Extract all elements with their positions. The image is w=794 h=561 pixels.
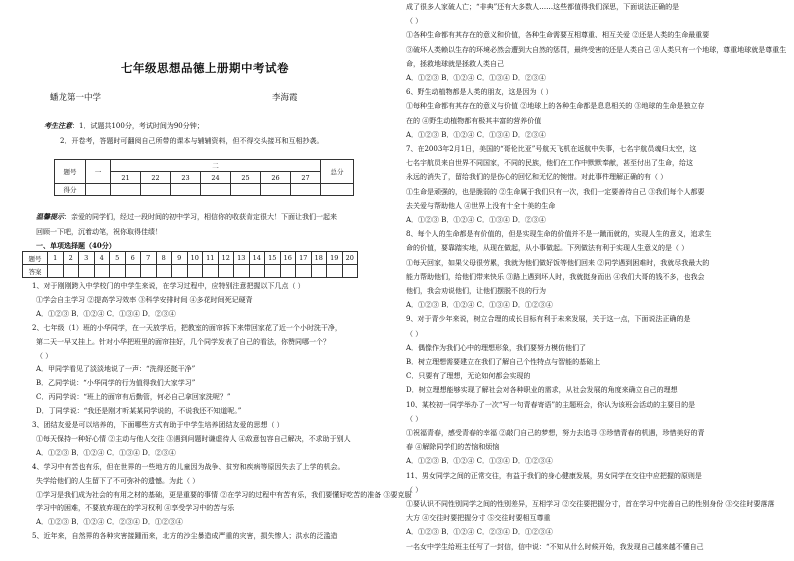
answer-number: 17 [296,252,312,265]
left-column [22,0,412,561]
question-line: 11、男女同学之间的正常交往，有益于我们的身心健康发展，男女同学在交往中应把握的原则是 [406,471,702,480]
question-line: ①祝福青春，感受青春的幸福 ②敲门自己的梦想，努力去追寻 ③珍惜青春的机遇，珍惜美好的青 [406,429,705,437]
answer-number: 12 [218,252,234,265]
score-col: 21 [111,172,141,184]
answer-number: 16 [280,252,296,265]
question-line: A．偶像作为我们心中的理想形象，我们要努力模仿他们了 [406,343,587,352]
answer-number: 1 [48,252,64,265]
score-cell[interactable] [141,184,171,196]
score-cell[interactable] [171,184,201,196]
question-line: 5、近年来，自然界的各种灾害接踵而来，北方的沙尘暴造成严重的灾害，损失惨人；洪水的泛滥造 [32,532,338,541]
question-line: ①学习是我们成为社会的有用之材的基础，更是重要的事情 ②在学习的过程中有苦有乐，我们要懂好吃苦的准备 ③要克服 [36,490,412,499]
question-line: ③破坏人类赖以生存的环境必然会遭到大自然的惩罚，最终受害的还是人类自己 ④人类只有一个地球，尊重地球就是尊重生 [406,45,787,54]
question-line: A．①②③ B．①②④ C．②③④ D．①②③④ [406,528,553,537]
notes-label: 考生注意 [44,121,72,130]
answer-cell[interactable] [156,265,172,278]
answer-cell[interactable] [187,265,203,278]
notes-text-1: ：1．试题共100分，考试时间为90分钟； [72,122,204,130]
score-col: 24 [201,172,231,184]
score-table-total: 总分 [321,160,354,184]
score-cell[interactable] [291,184,321,196]
question-line: 能力帮助他们，给他们带来快乐 ③路上遇到坏人时，我就挺身而出 ④我们大哥的钱不多，也我会 [406,272,705,281]
answer-cell[interactable] [172,265,188,278]
answer-number: 6 [125,252,141,265]
question-line: ①学会自主学习 ②提高学习效率 ③科学安排时间 ④多花时间死记硬背 [36,295,253,304]
answer-cell[interactable] [110,265,126,278]
answer-number: 15 [265,252,281,265]
question-line: （ ） [36,351,53,360]
question-line: D．树立理想能够实现了解社会对各种职业的需求，从社会发展的角度来确立自己的理想 [406,386,678,395]
question-line: A．①②③ B．①②④ C．①③④ D．②③④ [36,448,176,457]
question-line: 命的价值，要靠踏实地，从现在做起，从小事做起。下列做法有利于实现人生意义的是（ ） [406,244,689,253]
question-line: 4、学习中有苦也有乐，但在世界的一些地方的儿童因为战争、贫穷和疾病等原因失去了上学的机会。 [32,462,345,471]
answer-cell[interactable] [296,265,312,278]
answer-number: 14 [249,252,265,265]
question-line: A．①②③ B．①②④ C．②③④ D．①②③④ [36,518,183,527]
score-table-header: 题号 [55,160,86,184]
question-line: （ ） [406,485,423,494]
answer-cell[interactable] [63,265,79,278]
question-line: A．甲同学看见了淡淡地说了一声：“洗得还挺干净” [36,365,196,374]
score-cell[interactable] [231,184,261,196]
answer-number: 3 [79,252,95,265]
question-line: ①生命是顽强的，也是脆弱的 ②生命属于我们只有一次，我们一定要善待自己 ③我们每个人都要 [406,187,705,196]
answer-cell[interactable] [249,265,265,278]
question-line: A．①②③ B．①②④ C．①③④ D．①②③④ [406,301,553,310]
question-line: ①每天保持一种好心情 ②主动与他人交往 ③遇到问题时谦虚待人 ④敌意包容自己解决，不求助于别人 [36,434,351,443]
score-col: 25 [231,172,261,184]
notes-line-2: 2．开卷考，答题时可翻阅自己所带的课本与辅辅资料，但不得交头接耳和互相抄袭。 [60,137,324,145]
question-line: 第二天一早又挂上。针对小华把班里的面帘挂好，几个同学发表了自己的看法，你赞同哪一个？ [36,337,330,346]
score-cell[interactable] [201,184,231,196]
question-line: 2、七年级（1）班的小华同学，在一天放学后，把教室的面帘拆下来带回家花了近一个小时洗干净， [32,323,342,332]
question-line: 在的 ④野生动植物都有极其丰富的营养价值 [406,116,542,125]
answer-cell[interactable] [265,265,281,278]
question-line: 春 ④解除同学们的苦恼和烦恼 [406,443,500,452]
question-line: 3、团结友爱是可以培养的，下面哪些方式有助于中学生培养团结友爱的思想（ ） [32,421,284,429]
tips-label: 温馨提示 [36,212,64,221]
question-line: ①每天回家，如果父母很劳累，我就为他们做好饭等他们回来 ②同学遇到困难时，我就尽我最大的 [406,258,710,267]
answer-number: 19 [327,252,343,265]
answer-number: 18 [311,252,327,265]
school-name: 蟠龙第一中学 [50,93,102,103]
score-col: 27 [291,172,321,184]
tips-text-1: ：亲爱的同学们，经过一段时间的初中学习，相信你的收获肯定很大！下面让我们一起来 [64,213,337,221]
score-table [54,159,354,196]
question-line: 10、某校初一同学举办了一次“写一句青春寄语”的主题班会，你认为该班会活动的主要目的是 [406,400,696,409]
answer-cell[interactable] [234,265,250,278]
answer-number: 20 [342,252,358,265]
answer-table-a-label: 答案 [23,265,48,278]
question-line: B．乙同学说：“小华同学的行为值得我们大家学习” [36,379,196,388]
score-col: 26 [261,172,291,184]
question-line: D．丁同学说：“我还是刚才听某某同学说的，不说我还不知道呢。” [36,407,242,416]
answer-number: 13 [234,252,250,265]
question-line: 命，拯救地球就是拯救人类自己 [406,59,504,68]
question-line: A．①②③ B．①②④ C．①③④ D．①②③④ [406,457,553,466]
question-line: （ ） [406,414,423,423]
section1-heading: 一、单项选择题（40分） [36,241,116,250]
author-name: 李海霞 [272,93,298,103]
score-cell[interactable] [111,184,141,196]
score-col: 22 [141,172,171,184]
answer-table [22,251,358,278]
question-line: A．①②③ B．①②④ C．①③④ D．②③④ [406,216,546,224]
question-line: A．①②③ B．①②④ C．①③④ D．②③④ [36,309,176,318]
score-table-part2: 二 [111,160,321,172]
question-line: B．树立理想需要建立在我们了解自己个性特点与智能的基础上 [406,358,601,366]
question-line: 一名女中学生给班主任写了一封信，信中说：“不知从什么时候开始，我发现自己越来越不懂自己 [406,542,704,551]
question-line: 8、每个人的生命都是有价值的，但是实现生命的价值并不是一蹴而就的，实现人生的意义，追求生 [406,230,712,239]
answer-number: 7 [141,252,157,265]
score-row-label: 得分 [55,184,86,196]
answer-cell[interactable] [342,265,358,278]
question-line: 他们，我会劝说他们，让他们摆脱不良的行为 [406,287,546,295]
question-line: ①各种生命都有其存在的意义和价值，各种生命需要互相尊重、相互关爱 ②还是人类的生命最重要 [406,31,710,40]
answer-cell[interactable] [218,265,234,278]
tips-line-1 [36,212,337,222]
answer-number: 9 [172,252,188,265]
question-line: 7、在2003年2月1日，美国的“哥伦比亚”号航天飞机在返航中失事，七名宇航员魂归太空，这 [406,145,697,153]
question-line: ①要认识不同性别同学之间的性别差异，互相学习 ②交往要把握分寸，首在学习中完善自己的性别身份 ③交往时要落落 [406,500,775,508]
answer-number: 11 [203,252,219,265]
answer-cell[interactable] [141,265,157,278]
question-line: 1、对于刚刚跨入中学校门的中学生来说，在学习过程中，应特别注意把握以下几点（ ） [32,282,305,290]
score-cell[interactable] [86,184,111,196]
question-line: 大方 ④交往时要把握分寸 ⑤交往时要相互尊重 [406,514,551,523]
score-table-part1: 一 [86,160,111,184]
answer-number: 4 [94,252,110,265]
question-line: A．①②③ B．①②④ C．①③④ D．②③④ [406,130,546,139]
answer-cell[interactable] [327,265,343,278]
answer-cell[interactable] [48,265,64,278]
answer-table-q-label: 题号 [23,252,48,265]
question-line: 去关爱与帮助他人 ④世界上没有十全十美的生命 [406,201,556,210]
question-line: 6、野生动植物都是人类的朋友，这是因为（ ） [406,88,553,97]
answer-cell[interactable] [280,265,296,278]
question-line: 学习中的困难，不要放弃现在的学习权利 ④享受学习中的苦与乐 [36,504,235,513]
answer-cell[interactable] [311,265,327,278]
question-line: A．①②③ B．①②④ C．①③④ D．②③④ [406,74,546,82]
answer-cell[interactable] [79,265,95,278]
notes-line-1 [44,121,204,131]
question-line: 成了很多人家破人亡；“非典”还有大多数人……这些都值得我们深思，下面说法正确的是 [406,3,680,11]
question-line: 失学给他们的人生留下了不可弥补的遗憾。为此（ ） [36,476,200,485]
answer-cell[interactable] [125,265,141,278]
tips-line-2: 回顾一下吧，沉着动笔，祝你取得佳绩！ [36,228,162,236]
question-line: ①每种生命都有其存在的意义与价值 ②地球上的各种生命都是息息相关的 ③地球的生命是独立存 [406,102,705,111]
score-cell[interactable] [261,184,291,196]
answer-number: 2 [63,252,79,265]
answer-cell[interactable] [94,265,110,278]
answer-number: 8 [156,252,172,265]
right-column [398,0,787,561]
question-line: C．丙同学说：“班上的面帘有后勤管，何必自己拿回家洗呢？” [36,393,231,402]
score-col: 23 [171,172,201,184]
question-line: 永远的消失了，留给我们的是伤心的回忆和无忆的惋惜。对此事件理解正确的有（ ） [406,173,668,182]
answer-number: 5 [110,252,126,265]
question-line: （ ） [406,17,423,26]
question-line: （ ） [406,329,423,338]
answer-number: 10 [187,252,203,265]
question-line: 七名宇航员来自世界不同国家，不同的民族，他们在工作中默默奉献，甚至付出了生命，给这 [406,159,693,168]
question-line: C．只要有了理想，无论如何都会实现的 [406,372,531,381]
exam-title: 七年级思想品德上册期中考试卷 [121,61,289,75]
question-line: 9、对于青少年来说，树立合理的成长目标有利于未来发展，关于这一点，下面说法正确的是 [406,315,691,324]
answer-cell[interactable] [203,265,219,278]
score-cell[interactable] [321,184,354,196]
